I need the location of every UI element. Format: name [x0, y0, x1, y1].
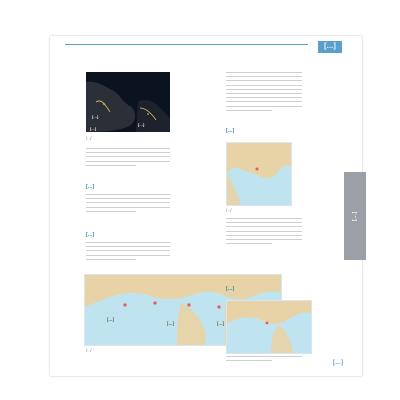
- photo-label-2: […]: [138, 123, 145, 127]
- inset-map-graphic: [227, 301, 311, 353]
- text-block-1: [86, 148, 170, 169]
- coast-map-label-3: […]: [217, 321, 224, 326]
- inset-map: [226, 300, 312, 354]
- bay-map-graphic: [227, 143, 291, 205]
- photo-label-1: […]: [92, 115, 99, 119]
- coast-map-caption: […]: [86, 348, 92, 352]
- section-heading-1: […]: [86, 184, 95, 190]
- bay-map: [226, 142, 292, 206]
- text-block-3: [86, 242, 170, 263]
- photo-label-3: […]: [90, 127, 96, 131]
- text-block-4: [226, 72, 302, 114]
- coast-map-label-2: […]: [167, 321, 174, 326]
- section-heading-2: […]: [86, 232, 95, 238]
- text-block-6: [226, 356, 302, 364]
- night-photo-graphic: [86, 72, 170, 132]
- side-tab-label: […]: [352, 211, 358, 221]
- text-block-2: [86, 194, 170, 215]
- page-number-top: […]: [324, 43, 336, 50]
- page-number-bottom: […]: [333, 360, 343, 366]
- coast-map-label-1: […]: [107, 317, 114, 322]
- text-block-5: [226, 218, 302, 247]
- bay-map-caption: […]: [226, 208, 232, 212]
- night-photo: [86, 72, 170, 132]
- header-rule: [65, 44, 308, 45]
- section-heading-3: […]: [226, 128, 235, 134]
- section-heading-4: […]: [226, 286, 235, 292]
- photo-caption: […]: [86, 136, 92, 140]
